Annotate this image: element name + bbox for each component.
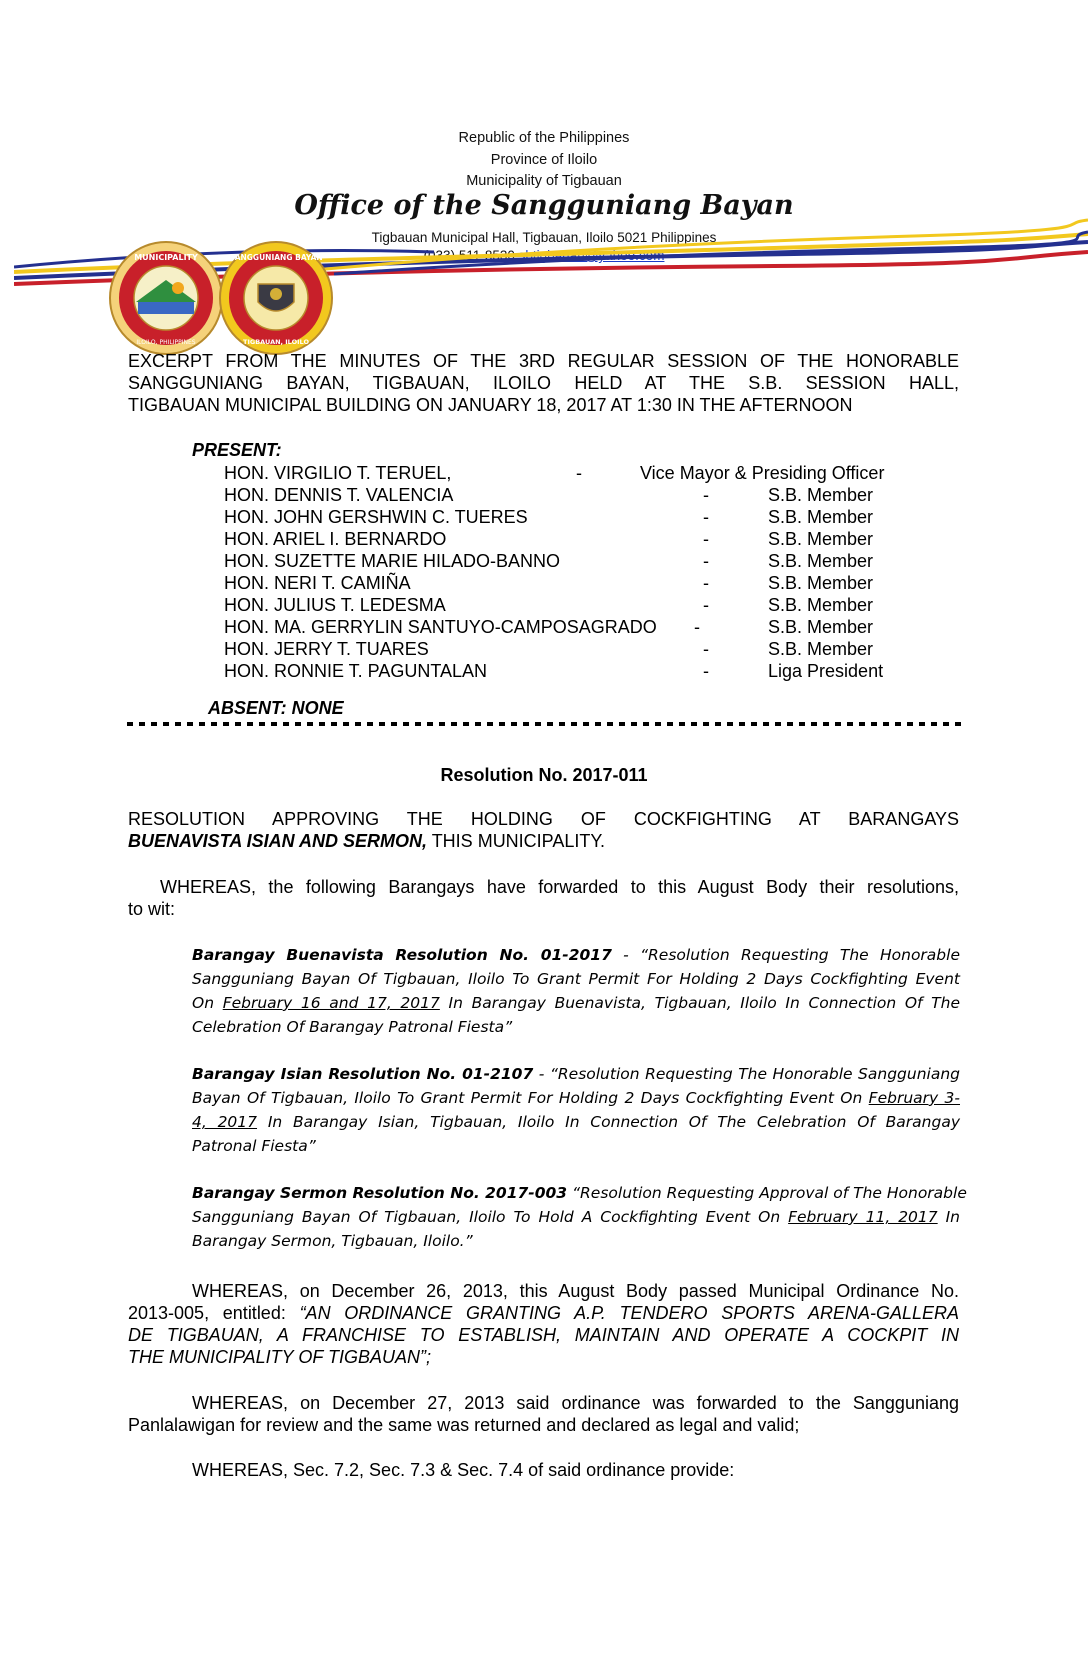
whereas-line: WHEREAS, on December 26, 2013, this August Body passed Municipal Ordinance No. — [192, 1281, 959, 1301]
member-name: HON. JOHN GERSHWIN C. TUERES — [224, 507, 528, 527]
quote-line — [192, 991, 960, 1015]
quote-text: Sangguniang Bayan Of Tigbauan, Iloilo To Hold A Cockfighting Event On — [192, 1208, 789, 1226]
whereas-paragraph-3 — [128, 1392, 959, 1436]
whereas-text: 2013-005, entitled: — [128, 1303, 300, 1323]
excerpt-line: TIGBAUAN MUNICIPAL BUILDING ON JANUARY 18, 2017 AT 1:30 IN THE AFTERNOON — [128, 395, 853, 415]
quote-date: February 3- — [868, 1089, 960, 1107]
whereas-line: WHEREAS, on December 27, 2013 said ordinance was forwarded to the Sangguniang — [192, 1393, 959, 1413]
quote-line — [192, 1062, 960, 1086]
quote-line: Barangay Sermon, Tigbauan, Iloilo.” — [192, 1232, 473, 1250]
municipality-seal-logo — [108, 240, 224, 356]
letterhead-republic: Republic of the Philippines — [458, 130, 630, 146]
quote-lead: Barangay Isian Resolution No. 01-2107 — [192, 1065, 534, 1083]
resolution-title — [128, 808, 959, 852]
whereas-line — [128, 1302, 959, 1324]
member-dash: - — [703, 639, 709, 659]
quote-text: Bayan Of Tigbauan, Iloilo To Grant Permit For Holding 2 Days Cockfighting Event On — [192, 1089, 869, 1107]
quote-line — [192, 943, 960, 967]
quote-text: In Barangay Isian, Tigbauan, Iloilo In Connection Of The Celebration Of Barangay — [257, 1113, 961, 1131]
whereas-line: to wit: — [128, 899, 176, 919]
member-dash: - — [694, 617, 700, 637]
member-name: HON. VIRGILIO T. TERUEL, — [224, 463, 452, 483]
member-name: HON. JULIUS T. LEDESMA — [224, 595, 446, 615]
barangays-named: BUENAVISTA ISIAN AND SERMON, — [128, 831, 428, 851]
letterhead-address: Tigbauan Municipal Hall, Tigbauan, Iloilo 5021 Philippines — [371, 230, 717, 245]
quote-date: February 11, 2017 — [788, 1208, 938, 1226]
member-role: S.B. Member — [768, 639, 874, 659]
ordinance-title: “AN ORDINANCE GRANTING A.P. TENDERO SPORTS ARENA-GALLERA — [299, 1303, 959, 1323]
quote-lead: Barangay Sermon Resolution No. 2017-003 — [192, 1184, 568, 1202]
member-row — [0, 616, 1088, 638]
quote-text: - “Resolution Requesting The Honorable Sangguniang — [533, 1065, 960, 1083]
resolution-number: Resolution No. 2017-011 — [440, 765, 648, 785]
member-dash: - — [703, 551, 709, 571]
whereas-paragraph-4 — [128, 1459, 959, 1481]
svg-text:SANGGUNIANG BAYAN: SANGGUNIANG BAYAN — [229, 253, 323, 262]
svg-text:ILOILO, PHILIPPINES: ILOILO, PHILIPPINES — [136, 339, 196, 346]
member-role: Vice Mayor & Presiding Officer — [640, 463, 885, 483]
quote-date: February 16 and 17, 2017 — [222, 994, 440, 1012]
member-row — [0, 462, 1088, 484]
member-dash: - — [703, 661, 709, 681]
member-row — [0, 638, 1088, 660]
member-role: S.B. Member — [768, 595, 874, 615]
sangguniang-bayan-seal-logo — [218, 240, 334, 356]
quote-text: On — [192, 994, 223, 1012]
barangay-isian-quote — [192, 1062, 960, 1158]
letterhead-province: Province of Iloilo — [490, 152, 598, 168]
excerpt-line: SANGGUNIANG BAYAN, TIGBAUAN, ILOILO HELD AT THE S.B. SESSION HALL, — [128, 373, 959, 393]
member-row — [0, 572, 1088, 594]
quote-text: In Barangay Buenavista, Tigbauan, Iloilo In Connection Of The — [439, 994, 960, 1012]
letterhead-phone: (033) 511-8530 — [423, 248, 515, 263]
excerpt-line: EXCERPT FROM THE MINUTES OF THE 3RD REGULAR SESSION OF THE HONORABLE — [128, 351, 959, 371]
member-dash: - — [703, 573, 709, 593]
quote-date: 4, 2017 — [192, 1113, 258, 1131]
resolution-title-rest: THIS MUNICIPALITY. — [427, 831, 606, 851]
letterhead-municipality: Municipality of Tigbauan — [466, 173, 622, 189]
barangay-sermon-quote — [192, 1181, 967, 1253]
member-role: Liga President — [768, 661, 884, 681]
member-role: S.B. Member — [768, 617, 874, 637]
quote-line — [192, 1086, 960, 1110]
member-role: S.B. Member — [768, 551, 874, 571]
member-row — [0, 594, 1088, 616]
member-row — [0, 550, 1088, 572]
resolution-title-line — [128, 830, 959, 852]
quote-line: Patronal Fiesta” — [192, 1137, 316, 1155]
quote-text: - “Resolution Requesting The Honorable — [611, 946, 960, 964]
present-label: PRESENT: — [192, 440, 282, 460]
whereas-line: WHEREAS, the following Barangays have forwarded to this August Body their resolutions, — [160, 877, 959, 897]
whereas-paragraph-2 — [128, 1280, 959, 1368]
member-row — [0, 484, 1088, 506]
whereas-line: DE TIGBAUAN, A FRANCHISE TO ESTABLISH, MAINTAIN AND OPERATE A COCKPIT IN — [128, 1325, 959, 1345]
member-dash: - — [703, 529, 709, 549]
dashed-separator — [127, 722, 961, 726]
svg-text:TIGBAUAN, ILOILO: TIGBAUAN, ILOILO — [243, 338, 309, 346]
quote-line: Sangguniang Bayan Of Tigbauan, Iloilo To Grant Permit For Holding 2 Days Cockfighting Event — [192, 970, 960, 988]
member-name: HON. DENNIS T. VALENCIA — [224, 485, 454, 505]
member-role: S.B. Member — [768, 485, 874, 505]
member-dash: - — [703, 507, 709, 527]
member-row — [0, 660, 1088, 682]
member-dash: - — [576, 463, 582, 483]
member-role: S.B. Member — [768, 529, 874, 549]
member-dash: - — [703, 595, 709, 615]
member-name: HON. ARIEL I. BERNARDO — [224, 529, 447, 549]
minutes-excerpt-heading — [128, 350, 959, 416]
absent-label: ABSENT: NONE — [208, 698, 344, 718]
whereas-paragraph-1 — [128, 876, 959, 920]
resolution-title-line: RESOLUTION APPROVING THE HOLDING OF COCKFIGHTING AT BARANGAYS — [128, 809, 959, 829]
whereas-line: Panlalawigan for review and the same was returned and declared as legal and valid; — [128, 1415, 800, 1435]
whereas-line: THE MUNICIPALITY OF TIGBAUAN”; — [128, 1347, 432, 1367]
quote-text: “Resolution Requesting Approval of The Honorable — [567, 1184, 967, 1202]
member-role: S.B. Member — [768, 573, 874, 593]
quote-text: In — [937, 1208, 961, 1226]
quote-line — [192, 1181, 967, 1205]
quote-lead: Barangay Buenavista Resolution No. 01-2017 — [192, 946, 612, 964]
member-name: HON. RONNIE T. PAGUNTALAN — [224, 661, 488, 681]
member-row — [0, 528, 1088, 550]
letterhead-email-link[interactable]: sbtigbauan@yahoo.com — [518, 248, 665, 263]
quote-line — [192, 1110, 960, 1134]
member-name: HON. JERRY T. TUARES — [224, 639, 429, 659]
member-row — [0, 506, 1088, 528]
member-name: HON. MA. GERRYLIN SANTUYO-CAMPOSAGRADO — [224, 617, 657, 637]
member-dash: - — [703, 485, 709, 505]
svg-text:MUNICIPALITY: MUNICIPALITY — [134, 253, 198, 262]
barangay-buenavista-quote — [192, 943, 960, 1039]
whereas-line: WHEREAS, Sec. 7.2, Sec. 7.3 & Sec. 7.4 of said ordinance provide: — [192, 1460, 735, 1480]
member-role: S.B. Member — [768, 507, 874, 527]
quote-line: Celebration Of Barangay Patronal Fiesta” — [192, 1018, 513, 1036]
member-name: HON. SUZETTE MARIE HILADO-BANNO — [224, 551, 561, 571]
office-title: Office of the Sangguniang Bayan — [294, 190, 794, 221]
quote-line — [192, 1205, 960, 1229]
member-name: HON. NERI T. CAMIÑA — [224, 573, 411, 593]
